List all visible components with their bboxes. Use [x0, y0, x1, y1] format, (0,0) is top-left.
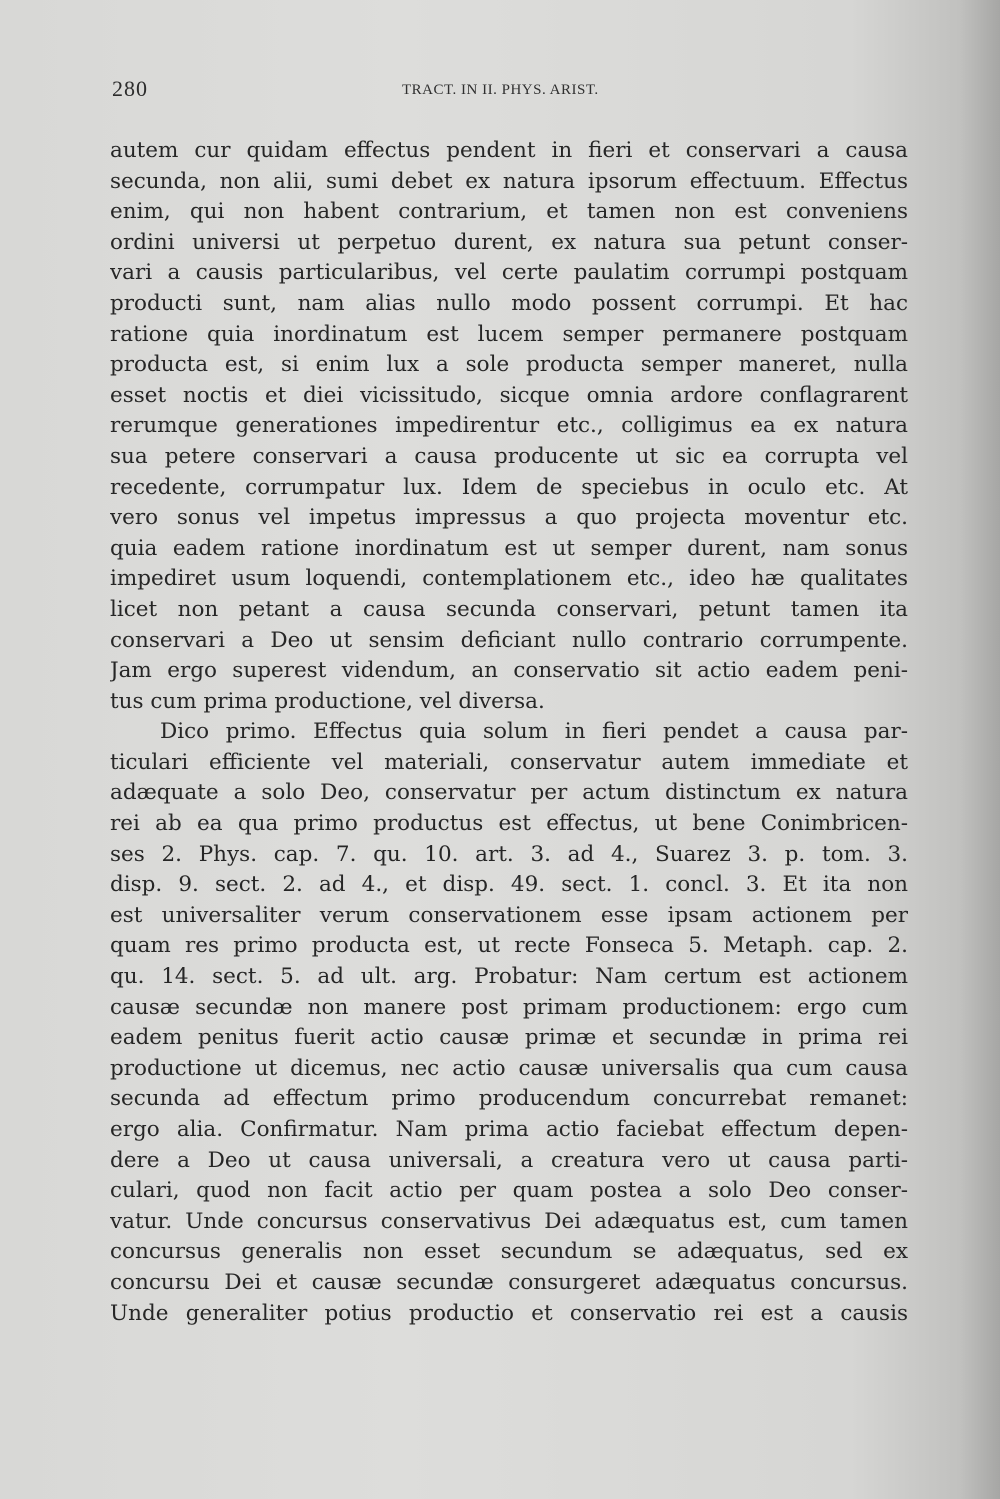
page-number: 280 — [112, 76, 148, 101]
text-line: ratione quia inordinatum est lucem semper permanere postquam — [110, 321, 908, 347]
text-line: dere a Deo ut causa universali, a creatura vero ut causa parti- — [110, 1147, 908, 1173]
text-line: conservari a Deo ut sensim deficiant nullo contrario corrumpente. — [110, 627, 908, 653]
text-line: ses 2. Phys. cap. 7. qu. 10. art. 3. ad 4., Suarez 3. p. tom. 3. — [110, 841, 908, 867]
text-line: secunda, non alii, sumi debet ex natura ipsorum effectuum. Effectus — [110, 168, 908, 194]
text-line: eadem penitus fuerit actio causæ primæ et secundæ in prima rei — [110, 1025, 908, 1051]
text-line: rei ab ea qua primo productus est effectus, ut bene Conimbricen- — [110, 811, 908, 837]
text-line: vero sonus vel impetus impressus a quo projecta moventur etc. — [110, 505, 908, 531]
body-text — [110, 136, 908, 1329]
text-line: licet non petant a causa secunda conservari, petunt tamen ita — [110, 596, 908, 622]
text-line: rerumque generationes impedirentur etc., colligimus ea ex natura — [110, 413, 908, 439]
text-line: secunda ad effectum primo producendum concurrebat remanet: — [110, 1086, 908, 1112]
text-line: esset noctis et diei vicissitudo, sicque omnia ardore conflagrarent — [110, 382, 908, 408]
text-line: quam res primo producta est, ut recte Fonseca 5. Metaph. cap. 2. — [110, 933, 908, 959]
text-line: concursu Dei et causæ secundæ consurgeret adæquatus concursus. — [110, 1269, 908, 1295]
text-line: concursus generalis non esset secundum se adæquatus, sed ex — [110, 1239, 908, 1265]
text-line: ordini universi ut perpetuo durent, ex natura sua petunt conser- — [110, 229, 908, 255]
text-line: impediret usum loquendi, contemplationem etc., ideo hæ qualitates — [110, 566, 908, 592]
text-line: culari, quod non facit actio per quam postea a solo Deo conser- — [110, 1178, 908, 1204]
page-header — [112, 76, 905, 106]
text-line: est universaliter verum conservationem esse ipsam actionem per — [110, 902, 908, 928]
text-line: producti sunt, nam alias nullo modo possent corrumpi. Et hac — [110, 290, 908, 316]
text-line: tus cum prima productione, vel diversa. — [110, 688, 545, 714]
text-line: recedente, corrumpatur lux. Idem de speciebus in oculo etc. At — [110, 474, 908, 500]
text-line: vari a causis particularibus, vel certe paulatim corrumpi postquam — [110, 260, 908, 286]
text-line: qu. 14. sect. 5. ad ult. arg. Probatur: Nam certum est actionem — [110, 964, 908, 990]
text-line: productione ut dicemus, nec actio causæ universalis qua cum causa — [110, 1055, 908, 1081]
text-line: ergo alia. Confirmatur. Nam prima actio faciebat effectum depen- — [110, 1117, 908, 1142]
text-line: sua petere conservari a causa producente ut sic ea corrupta vel — [110, 443, 908, 469]
text-line: autem cur quidam effectus pendent in fieri et conservari a causa — [110, 138, 908, 163]
text-line: quia eadem ratione inordinatum est ut semper durent, nam sonus — [110, 535, 908, 561]
running-head: TRACT. IN II. PHYS. ARIST. — [402, 82, 599, 98]
text-line: adæquate a solo Deo, conservatur per actum distinctum ex natura — [110, 780, 908, 806]
text-line: causæ secundæ non manere post primam productionem: ergo cum — [110, 994, 908, 1020]
text-line: producta est, si enim lux a sole producta semper maneret, nulla — [110, 352, 908, 378]
text-line: Dico primo. Effectus quia solum in fieri pendet a causa par- — [160, 719, 908, 745]
text-line: enim, qui non habent contrarium, et tamen non est conveniens — [110, 199, 908, 225]
text-line: Jam ergo superest videndum, an conservatio sit actio eadem peni- — [110, 658, 908, 684]
text-line: disp. 9. sect. 2. ad 4., et disp. 49. sect. 1. concl. 3. Et ita non — [110, 872, 908, 898]
text-line: ticulari efficiente vel materiali, conservatur autem immediate et — [110, 749, 908, 775]
text-line: Unde generaliter potius productio et conservatio rei est a causis — [110, 1300, 908, 1326]
text-line: vatur. Unde concursus conservativus Dei adæquatus est, cum tamen — [110, 1208, 908, 1234]
